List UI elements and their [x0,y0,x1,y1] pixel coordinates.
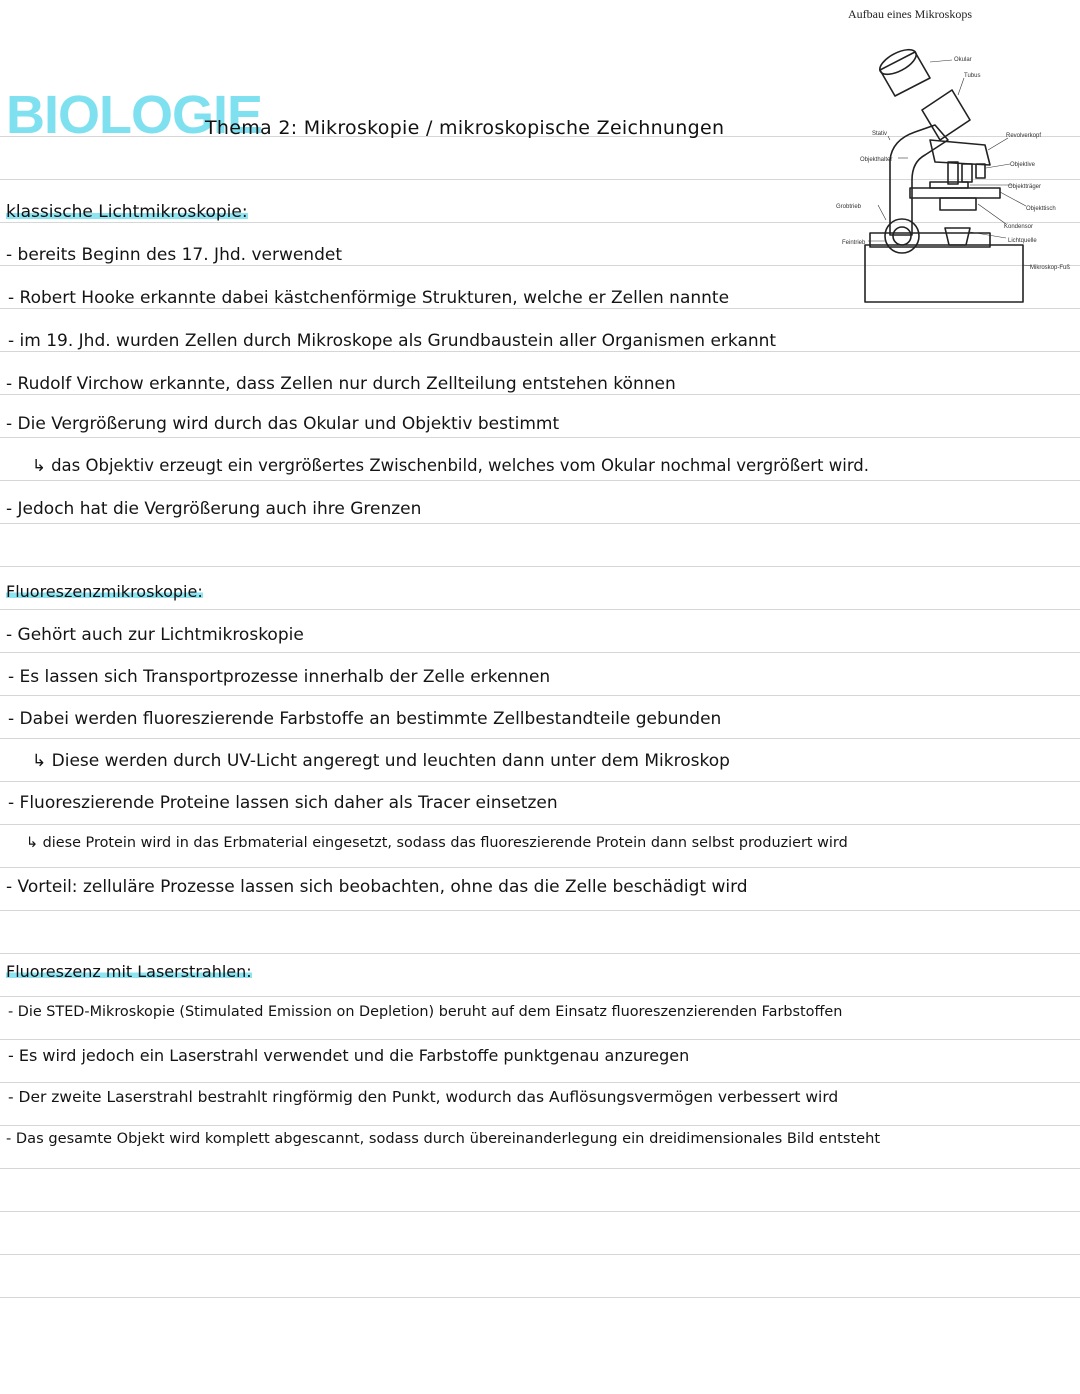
light-source [945,228,970,245]
ruled-line [0,1297,1080,1298]
ruled-line [0,738,1080,739]
ruled-line [0,1125,1080,1126]
note-line: ↳ das Objektiv erzeugt ein vergrößertes Zwischenbild, welches vom Okular nochmal vergrößert wird. [32,456,870,475]
ruled-line [0,437,1080,438]
ruled-line [0,566,1080,567]
ruled-line [0,867,1080,868]
ruled-line [0,480,1080,481]
fine-focus-knob [893,227,911,245]
objective-lens [962,164,972,182]
note-line: - im 19. Jhd. wurden Zellen durch Mikroskope als Grundbaustein aller Organismen erkannt [8,331,777,351]
note-line: - bereits Beginn des 17. Jhd. verwendet [6,245,342,265]
note-line: - Fluoreszierende Proteine lassen sich daher als Tracer einsetzen [8,793,558,813]
section-heading-text: Fluoreszenzmikroskopie: [6,582,203,601]
label-feintrieb: Feintrieb [842,240,866,246]
microscope-diagram [830,40,1080,310]
note-line: - Robert Hooke erkannte dabei kästchenförmige Strukturen, welche er Zellen nannte [8,288,730,308]
ruled-line [0,1254,1080,1255]
section-heading-laser [6,962,252,981]
microscope-foot [865,245,1023,302]
ruled-line [0,824,1080,825]
label-objektive: Objektive [1010,162,1036,168]
condenser [940,198,976,210]
label-objekttisch: Objekttisch [1026,206,1056,212]
ruled-line [0,523,1080,524]
note-line: - Vorteil: zelluläre Prozesse lassen sich beobachten, ohne das die Zelle beschädigt wird [6,877,748,897]
objective-lens [976,164,985,178]
ruled-line [0,781,1080,782]
note-line: - Die STED-Mikroskopie (Stimulated Emission on Depletion) beruht auf dem Einsatz fluoreszenzierenden Farbstoffen [8,1004,843,1020]
ruled-line [0,910,1080,911]
label-tubus: Tubus [964,73,981,79]
ruled-line [0,394,1080,395]
ruled-line [0,953,1080,954]
label-fuss: Mikroskop-Fuß [1030,265,1071,271]
coarse-focus-knob [885,219,919,253]
section-heading-klassisch [6,202,248,222]
ruled-line [0,695,1080,696]
label-objekthalter: Objekthalter [860,157,893,163]
ruled-line [0,351,1080,352]
note-line: - Die Vergrößerung wird durch das Okular und Objektiv bestimmt [6,414,560,434]
note-line: - Jedoch hat die Vergrößerung auch ihre Grenzen [6,499,422,519]
slide [930,182,968,188]
section-heading-text: Fluoreszenz mit Laserstrahlen: [6,962,252,981]
label-objekttraeger: Objektträger [1008,184,1042,190]
note-line: - Das gesamte Objekt wird komplett abgescannt, sodass durch übereinanderlegung ein dreidimensionales Bild entsteht [6,1130,881,1147]
objective-lens [948,162,958,184]
label-lichtquelle: Lichtquelle [1008,238,1037,244]
label-okular: Okular [954,57,972,63]
section-heading-text: klassische Lichtmikroskopie: [6,202,248,222]
stage [910,188,1000,198]
note-line: ↳ diese Protein wird in das Erbmaterial eingesetzt, sodass das fluoreszierende Protein dann selbst produziert wird [26,835,848,851]
label-stativ: Stativ [872,131,888,137]
ruled-line [0,1168,1080,1169]
note-line: - Rudolf Virchow erkannte, dass Zellen nur durch Zellteilung entstehen können [6,374,676,394]
microscope-tube [922,90,970,140]
note-line: - Der zweite Laserstrahl bestrahlt ringförmig den Punkt, wodurch das Auflösungsvermögen verbessert wird [8,1088,839,1106]
note-line: - Dabei werden fluoreszierende Farbstoffe an bestimmte Zellbestandteile gebunden [8,709,722,729]
ruled-line [0,609,1080,610]
note-line: - Gehört auch zur Lichtmikroskopie [6,625,304,645]
eyepiece-lens [876,45,920,80]
label-kondensor: Kondensor [1004,224,1034,230]
diagram-caption: Aufbau eines Mikroskops [848,7,972,21]
label-revolverkopf: Revolverkopf [1006,133,1042,139]
page-title: BIOLOGIE [6,85,263,145]
note-line: - Es lassen sich Transportprozesse innerhalb der Zelle erkennen [8,667,551,687]
note-line: - Es wird jedoch ein Laserstrahl verwendet und die Farbstoffe punktgenau anzuregen [8,1046,690,1065]
revolver-head [930,140,990,165]
ruled-line [0,1082,1080,1083]
section-heading-fluoreszenz [6,582,203,601]
label-grobtrieb: Grobtrieb [836,204,862,210]
note-line: ↳ Diese werden durch UV-Licht angeregt und leuchten dann unter dem Mikroskop [32,751,730,771]
ruled-line [0,1039,1080,1040]
ruled-line [0,652,1080,653]
ruled-line [0,1211,1080,1212]
ruled-line [0,996,1080,997]
topic-title: Thema 2: Mikroskopie / mikroskopische Zeichnungen [205,117,725,139]
